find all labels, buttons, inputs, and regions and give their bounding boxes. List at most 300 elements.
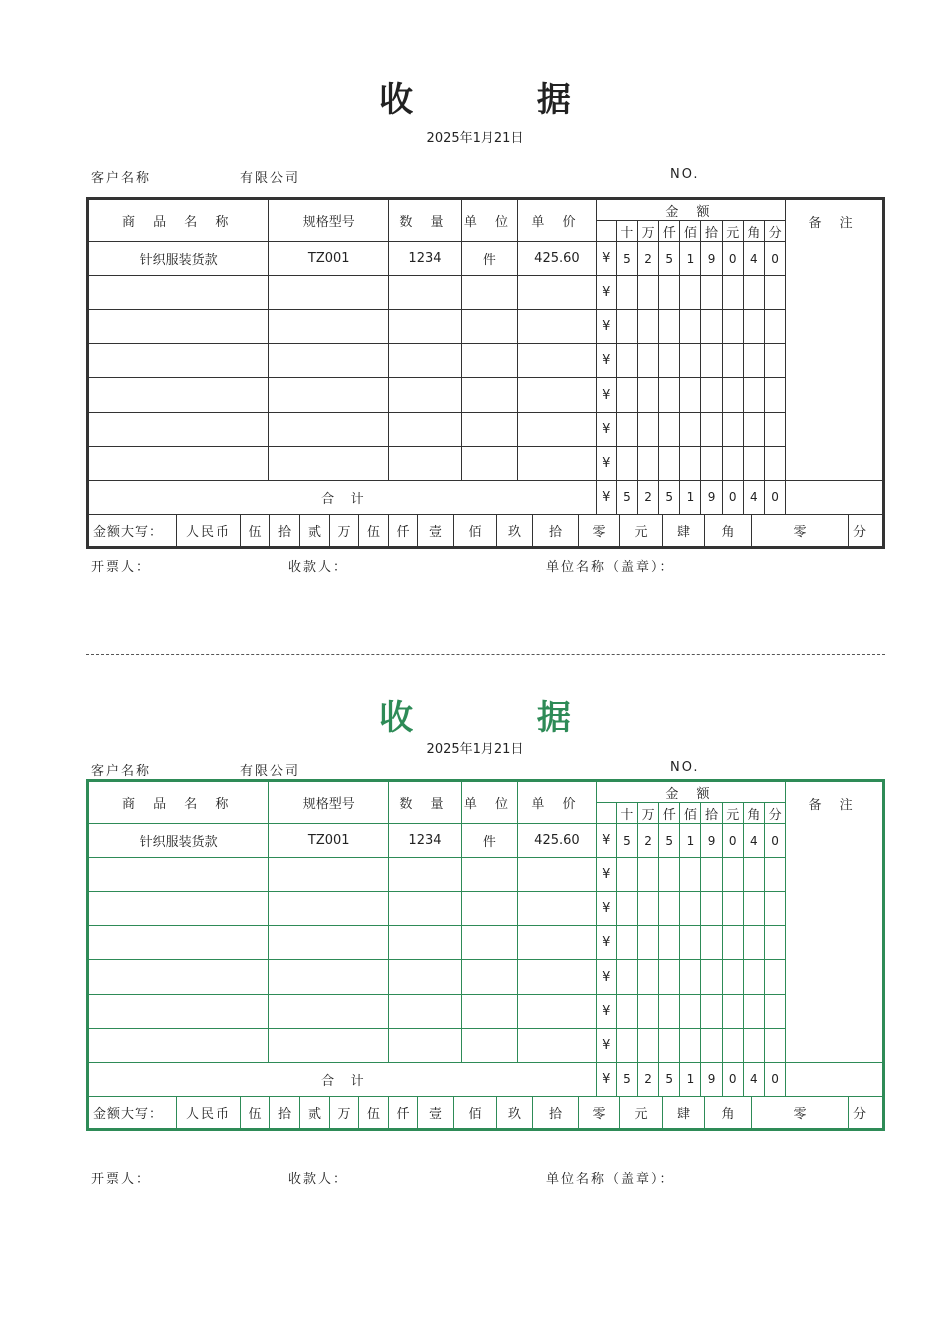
amount-digit xyxy=(680,1028,701,1062)
header-row xyxy=(88,781,884,803)
amount-digit xyxy=(764,446,785,480)
item-unit-price xyxy=(518,926,597,960)
amount-in-words-char: 元 xyxy=(619,1097,662,1128)
header-product-name: 商 品 名 称 xyxy=(88,199,269,242)
currency-symbol: ¥ xyxy=(596,276,616,310)
amount-digit xyxy=(701,412,722,446)
item-unit xyxy=(461,446,517,480)
currency-symbol: ¥ xyxy=(596,994,616,1028)
item-quantity xyxy=(389,310,462,344)
amount-digit xyxy=(616,858,637,892)
place-header: 分 xyxy=(764,803,785,824)
amount-digit xyxy=(680,858,701,892)
item-name xyxy=(88,926,269,960)
amount-digit xyxy=(616,960,637,994)
amount-digit xyxy=(616,344,637,378)
receipt-table xyxy=(86,779,885,1131)
total-row xyxy=(88,480,884,514)
amount-digit xyxy=(616,310,637,344)
amount-digit xyxy=(616,412,637,446)
item-row xyxy=(88,412,884,446)
amount-digit xyxy=(680,276,701,310)
amount-digit xyxy=(616,892,637,926)
amount-in-words-char: 贰 xyxy=(299,515,329,546)
place-header: 角 xyxy=(743,803,764,824)
amount-in-words-label: 金额大写： xyxy=(93,1106,164,1122)
total-label: 合 计 xyxy=(88,1062,597,1096)
item-unit-price xyxy=(518,412,597,446)
total-digit: 5 xyxy=(616,1062,637,1096)
item-name xyxy=(88,994,269,1028)
item-spec xyxy=(269,858,389,892)
place-header: 十 xyxy=(616,221,637,242)
amount-digit xyxy=(680,926,701,960)
item-spec xyxy=(269,276,389,310)
amount-digit: 0 xyxy=(764,824,785,858)
amount-digit xyxy=(764,1028,785,1062)
amount-digit xyxy=(638,960,659,994)
item-row xyxy=(88,858,884,892)
item-spec xyxy=(269,310,389,344)
receipt-number-label: NO. xyxy=(670,167,700,182)
header-spec: 规格型号 xyxy=(269,199,389,242)
item-quantity: 1234 xyxy=(389,242,462,276)
item-unit-price xyxy=(518,960,597,994)
amount-digit xyxy=(659,960,680,994)
item-unit xyxy=(461,892,517,926)
item-quantity xyxy=(389,344,462,378)
amount-digit xyxy=(701,276,722,310)
amount-digit xyxy=(659,344,680,378)
receipt-table-frame xyxy=(86,779,885,1131)
amount-digit xyxy=(680,446,701,480)
item-row xyxy=(88,892,884,926)
cut-line xyxy=(86,654,885,655)
amount-digit xyxy=(616,446,637,480)
amount-digit xyxy=(638,378,659,412)
item-quantity xyxy=(389,1028,462,1062)
item-spec xyxy=(269,892,389,926)
amount-digit xyxy=(701,926,722,960)
total-digit: 2 xyxy=(638,1062,659,1096)
amount-digit xyxy=(764,994,785,1028)
total-digit: 4 xyxy=(743,1062,764,1096)
item-name xyxy=(88,1028,269,1062)
item-unit xyxy=(461,276,517,310)
total-digit: 0 xyxy=(764,1062,785,1096)
amount-digit xyxy=(722,994,743,1028)
total-digit: 5 xyxy=(659,1062,680,1096)
amount-digit: 9 xyxy=(701,242,722,276)
item-unit-price: 425.60 xyxy=(518,242,597,276)
payee-label: 收款人： xyxy=(288,1172,349,1187)
item-row xyxy=(88,926,884,960)
item-unit xyxy=(461,378,517,412)
header-unit: 单 位 xyxy=(461,199,517,242)
amount-digit: 4 xyxy=(743,824,764,858)
currency-symbol: ¥ xyxy=(596,858,616,892)
amount-in-words-char: 仟 xyxy=(388,1097,417,1128)
amount-digit: 5 xyxy=(659,824,680,858)
amount-digit xyxy=(659,310,680,344)
item-row xyxy=(88,446,884,480)
receipt-date: 2025年1月21日 xyxy=(426,742,524,757)
amount-digit xyxy=(722,926,743,960)
item-unit-price xyxy=(518,310,597,344)
item-spec xyxy=(269,994,389,1028)
amount-digit xyxy=(638,926,659,960)
item-row xyxy=(88,344,884,378)
header-row xyxy=(88,199,884,221)
currency-symbol: ¥ xyxy=(596,1062,616,1096)
amount-in-words-char: 伍 xyxy=(358,1097,388,1128)
amount-digit xyxy=(659,994,680,1028)
amount-digit xyxy=(680,960,701,994)
company-seal-label: 单位名称（盖章）： xyxy=(546,1172,675,1187)
amount-digit xyxy=(659,892,680,926)
amount-digit xyxy=(701,310,722,344)
total-digit: 9 xyxy=(701,1062,722,1096)
amount-in-words-char: 拾 xyxy=(269,515,299,546)
receipt-date: 2025年1月21日 xyxy=(426,131,524,146)
header-amount: 金 额 xyxy=(596,781,786,803)
item-spec: TZ001 xyxy=(269,824,389,858)
total-label: 合 计 xyxy=(88,480,597,514)
receipt-title: 收 据 xyxy=(379,698,627,738)
currency-column-head xyxy=(596,803,616,824)
item-row xyxy=(88,1028,884,1062)
item-row xyxy=(88,276,884,310)
currency-symbol: ¥ xyxy=(596,378,616,412)
item-unit-price xyxy=(518,276,597,310)
amount-digit xyxy=(722,1028,743,1062)
amount-in-words-char: 佰 xyxy=(453,1097,496,1128)
amount-digit xyxy=(764,892,785,926)
item-unit: 件 xyxy=(461,824,517,858)
item-quantity xyxy=(389,276,462,310)
amount-digit xyxy=(616,926,637,960)
amount-digit: 2 xyxy=(638,824,659,858)
customer-company: 有限公司 xyxy=(240,171,301,186)
amount-digit xyxy=(701,892,722,926)
item-quantity: 1234 xyxy=(389,824,462,858)
total-digit: 9 xyxy=(701,480,722,514)
amount-digit xyxy=(616,276,637,310)
total-digit: 1 xyxy=(680,480,701,514)
amount-digit xyxy=(680,994,701,1028)
item-row xyxy=(88,994,884,1028)
total-digit: 0 xyxy=(722,480,743,514)
item-unit xyxy=(461,310,517,344)
header-remark: 备 注 xyxy=(786,781,884,1063)
amount-in-words-char: 万 xyxy=(329,515,358,546)
item-name xyxy=(88,344,269,378)
amount-digit xyxy=(743,412,764,446)
item-row xyxy=(88,310,884,344)
amount-digit xyxy=(638,412,659,446)
item-unit-price xyxy=(518,858,597,892)
item-quantity xyxy=(389,892,462,926)
item-quantity xyxy=(389,378,462,412)
amount-digit xyxy=(764,858,785,892)
total-digit: 2 xyxy=(638,480,659,514)
amount-in-words-char: 零 xyxy=(751,515,848,546)
currency-symbol: ¥ xyxy=(596,446,616,480)
place-header: 佰 xyxy=(680,221,701,242)
header-quantity: 数 量 xyxy=(389,781,462,824)
item-name: 针织服装货款 xyxy=(88,242,269,276)
amount-digit xyxy=(722,960,743,994)
amount-in-words-char: 壹 xyxy=(417,1097,453,1128)
item-unit xyxy=(461,858,517,892)
amount-digit xyxy=(722,310,743,344)
amount-digit xyxy=(701,994,722,1028)
header-spec: 规格型号 xyxy=(269,781,389,824)
amount-digit xyxy=(659,446,680,480)
amount-digit xyxy=(743,378,764,412)
amount-digit xyxy=(638,994,659,1028)
amount-digit xyxy=(616,378,637,412)
amount-in-words-char: 伍 xyxy=(240,1097,269,1128)
item-unit-price: 425.60 xyxy=(518,824,597,858)
item-unit-price xyxy=(518,446,597,480)
item-name xyxy=(88,446,269,480)
item-spec xyxy=(269,344,389,378)
header-unit-price: 单 价 xyxy=(518,781,597,824)
amount-digit xyxy=(701,344,722,378)
amount-digit xyxy=(722,446,743,480)
amount-digit: 0 xyxy=(722,824,743,858)
place-header: 元 xyxy=(722,803,743,824)
amount-in-words-char: 玖 xyxy=(496,515,532,546)
amount-in-words-char: 拾 xyxy=(532,515,578,546)
item-spec xyxy=(269,446,389,480)
header-product-name: 商 品 名 称 xyxy=(88,781,269,824)
item-quantity xyxy=(389,994,462,1028)
item-name xyxy=(88,378,269,412)
amount-in-words-char: 仟 xyxy=(388,515,417,546)
amount-digit xyxy=(638,858,659,892)
currency-symbol: ¥ xyxy=(596,480,616,514)
amount-digit xyxy=(659,858,680,892)
amount-digit xyxy=(743,1028,764,1062)
amount-digit xyxy=(701,378,722,412)
receipt-table-frame xyxy=(86,197,885,549)
item-name: 针织服装货款 xyxy=(88,824,269,858)
amount-in-words-char: 分 xyxy=(848,1097,884,1128)
amount-digit xyxy=(638,1028,659,1062)
item-unit-price xyxy=(518,994,597,1028)
amount-in-words-char: 肆 xyxy=(662,515,704,546)
amount-digit xyxy=(638,276,659,310)
amount-digit xyxy=(701,446,722,480)
amount-in-words-char: 元 xyxy=(619,515,662,546)
amount-digit xyxy=(722,858,743,892)
place-header: 万 xyxy=(638,803,659,824)
amount-in-words-cell xyxy=(88,1096,884,1129)
amount-digit: 5 xyxy=(659,242,680,276)
amount-digit xyxy=(722,892,743,926)
item-quantity xyxy=(389,926,462,960)
amount-in-words-char: 玖 xyxy=(496,1097,532,1128)
currency-symbol: ¥ xyxy=(596,960,616,994)
amount-in-words-char: 佰 xyxy=(453,515,496,546)
amount-digit: 9 xyxy=(701,824,722,858)
rmb-label: 人民币 xyxy=(176,515,240,546)
amount-digit xyxy=(659,276,680,310)
currency-symbol: ¥ xyxy=(596,242,616,276)
amount-in-words-char: 零 xyxy=(751,1097,848,1128)
item-unit xyxy=(461,412,517,446)
item-name xyxy=(88,892,269,926)
total-row xyxy=(88,1062,884,1096)
header-unit-price: 单 价 xyxy=(518,199,597,242)
amount-in-words-char: 伍 xyxy=(240,515,269,546)
amount-digit xyxy=(638,892,659,926)
amount-in-words-row xyxy=(88,514,884,547)
amount-digit xyxy=(659,926,680,960)
amount-in-words-char: 角 xyxy=(704,1097,751,1128)
item-spec xyxy=(269,1028,389,1062)
amount-digit xyxy=(743,892,764,926)
amount-in-words-char: 拾 xyxy=(269,1097,299,1128)
amount-digit xyxy=(722,276,743,310)
place-header: 仟 xyxy=(659,221,680,242)
item-unit-price xyxy=(518,378,597,412)
item-row xyxy=(88,824,884,858)
item-spec xyxy=(269,378,389,412)
total-digit: 0 xyxy=(764,480,785,514)
amount-digit xyxy=(659,412,680,446)
total-digit: 5 xyxy=(659,480,680,514)
currency-symbol: ¥ xyxy=(596,926,616,960)
receipt-table xyxy=(86,197,885,549)
total-digit: 0 xyxy=(722,1062,743,1096)
currency-symbol: ¥ xyxy=(596,412,616,446)
amount-digit xyxy=(743,276,764,310)
item-spec xyxy=(269,960,389,994)
item-name xyxy=(88,310,269,344)
rmb-label: 人民币 xyxy=(176,1097,240,1128)
customer-label: 客户名称 xyxy=(91,171,152,186)
amount-digit xyxy=(680,378,701,412)
amount-in-words-char: 角 xyxy=(704,515,751,546)
item-unit-price xyxy=(518,892,597,926)
amount-digit xyxy=(680,310,701,344)
place-header: 角 xyxy=(743,221,764,242)
item-name xyxy=(88,858,269,892)
currency-symbol: ¥ xyxy=(596,1028,616,1062)
item-name xyxy=(88,960,269,994)
item-name xyxy=(88,412,269,446)
amount-in-words-char: 零 xyxy=(578,1097,619,1128)
amount-digit xyxy=(701,960,722,994)
amount-digit: 4 xyxy=(743,242,764,276)
amount-digit xyxy=(722,378,743,412)
item-spec: TZ001 xyxy=(269,242,389,276)
amount-digit xyxy=(659,1028,680,1062)
amount-digit xyxy=(743,310,764,344)
header-amount: 金 额 xyxy=(596,199,786,221)
amount-digit xyxy=(616,994,637,1028)
amount-in-words-cell xyxy=(88,514,884,547)
receipt-number-label: NO. xyxy=(670,760,700,775)
item-unit-price xyxy=(518,1028,597,1062)
amount-in-words-char: 伍 xyxy=(358,515,388,546)
amount-digit xyxy=(764,276,785,310)
customer-company: 有限公司 xyxy=(240,764,301,779)
place-header: 拾 xyxy=(701,803,722,824)
amount-digit xyxy=(743,344,764,378)
place-header: 万 xyxy=(638,221,659,242)
amount-digit xyxy=(764,412,785,446)
issuer-label: 开票人： xyxy=(91,1172,152,1187)
issuer-label: 开票人： xyxy=(91,560,152,575)
currency-symbol: ¥ xyxy=(596,892,616,926)
amount-digit: 5 xyxy=(616,824,637,858)
item-unit xyxy=(461,994,517,1028)
amount-digit xyxy=(701,1028,722,1062)
amount-digit xyxy=(659,378,680,412)
place-header: 仟 xyxy=(659,803,680,824)
amount-in-words-char: 拾 xyxy=(532,1097,578,1128)
total-digit: 5 xyxy=(616,480,637,514)
amount-digit xyxy=(638,310,659,344)
amount-digit: 1 xyxy=(680,824,701,858)
amount-digit xyxy=(638,344,659,378)
item-spec xyxy=(269,412,389,446)
header-unit: 单 位 xyxy=(461,781,517,824)
amount-digit xyxy=(764,344,785,378)
total-digit: 1 xyxy=(680,1062,701,1096)
place-header: 十 xyxy=(616,803,637,824)
amount-digit: 0 xyxy=(764,242,785,276)
place-header: 元 xyxy=(722,221,743,242)
currency-symbol: ¥ xyxy=(596,310,616,344)
amount-digit: 2 xyxy=(638,242,659,276)
item-quantity xyxy=(389,960,462,994)
amount-digit xyxy=(638,446,659,480)
amount-digit xyxy=(764,310,785,344)
amount-digit xyxy=(680,412,701,446)
amount-digit xyxy=(743,926,764,960)
amount-digit xyxy=(743,994,764,1028)
amount-in-words-char: 肆 xyxy=(662,1097,704,1128)
item-row xyxy=(88,242,884,276)
amount-digit xyxy=(616,1028,637,1062)
currency-symbol: ¥ xyxy=(596,344,616,378)
item-spec xyxy=(269,926,389,960)
amount-in-words-char: 贰 xyxy=(299,1097,329,1128)
amount-digit xyxy=(680,892,701,926)
item-name xyxy=(88,276,269,310)
item-unit: 件 xyxy=(461,242,517,276)
amount-digit xyxy=(764,926,785,960)
item-unit xyxy=(461,344,517,378)
place-header: 佰 xyxy=(680,803,701,824)
item-quantity xyxy=(389,858,462,892)
item-unit xyxy=(461,960,517,994)
amount-digit: 5 xyxy=(616,242,637,276)
currency-symbol: ¥ xyxy=(596,824,616,858)
amount-digit xyxy=(722,344,743,378)
amount-digit xyxy=(743,960,764,994)
item-unit xyxy=(461,926,517,960)
item-quantity xyxy=(389,412,462,446)
amount-in-words-char: 万 xyxy=(329,1097,358,1128)
amount-digit xyxy=(764,378,785,412)
header-remark: 备 注 xyxy=(786,199,884,481)
